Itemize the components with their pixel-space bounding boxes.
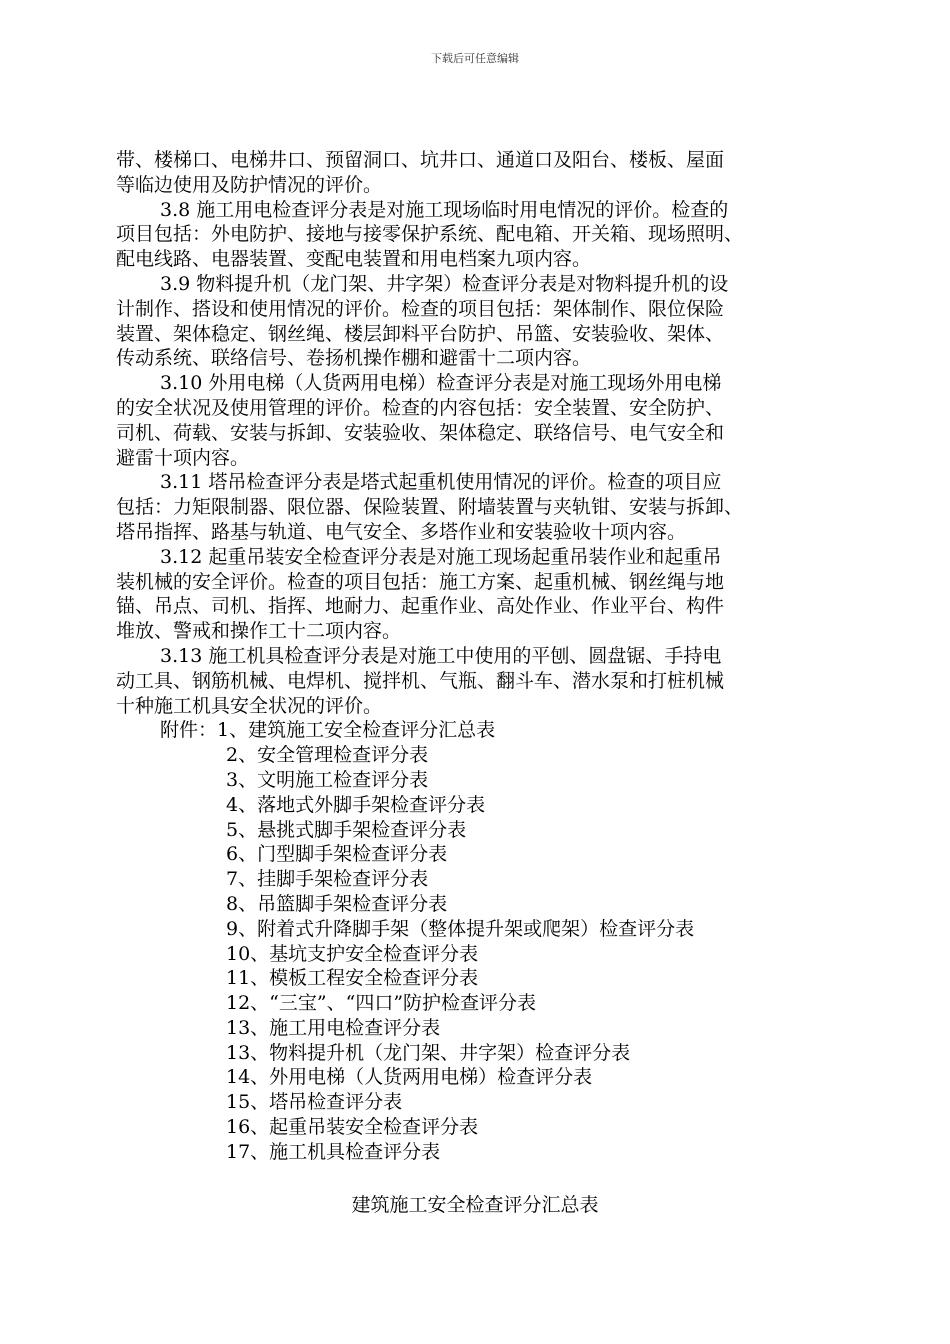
text-line: 避雷十项内容。	[116, 446, 250, 469]
paragraph-3-8	[116, 198, 856, 272]
attachment-row	[116, 718, 856, 743]
text-line: 塔吊指挥、路基与轨道、电气安全、多塔作业和安装验收十项内容。	[116, 520, 687, 543]
attachment-list	[116, 718, 856, 1164]
attachment-item: 5、悬挑式脚手架检查评分表	[226, 818, 467, 841]
attachment-item: 17、施工机具检查评分表	[226, 1140, 441, 1163]
paragraph-3-13	[116, 644, 856, 718]
text-line: 等临边使用及防护情况的评价。	[116, 173, 383, 196]
text-line: 3.8 施工用电检查评分表是对施工现场临时用电情况的评价。检查的	[160, 198, 729, 221]
attachment-item: 10、基坑支护安全检查评分表	[226, 942, 479, 965]
attachment-item: 9、附着式升降脚手架（整体提升架或爬架）检查评分表	[226, 917, 695, 940]
text-line: 3.10 外用电梯（人货两用电梯）检查评分表是对施工现场外用电梯	[160, 372, 722, 395]
paragraph-3-9	[116, 272, 856, 371]
text-line: 装机械的安全评价。检查的项目包括：施工方案、起重机械、钢丝绳与地	[116, 570, 725, 593]
attachment-item: 13、物料提升机（龙门架、井字架）检查评分表	[226, 1041, 631, 1064]
text-line: 3.12 起重吊装安全检查评分表是对施工现场起重吊装作业和起重吊	[160, 545, 722, 568]
text-line: 配电线路、电器装置、变配电装置和用电档案九项内容。	[116, 248, 592, 271]
paragraph-3-10	[116, 371, 856, 470]
text-line: 动工具、钢筋机械、电焊机、搅拌机、气瓶、翻斗车、潜水泵和打桩机械	[116, 669, 725, 692]
text-line: 十种施工机具安全状况的评价。	[116, 694, 383, 717]
attachment-item: 8、吊篮脚手架检查评分表	[226, 892, 448, 915]
page-header: 下载后可任意编辑	[431, 52, 519, 65]
text-line: 司机、荷载、安装与拆卸、安装验收、架体稳定、联络信号、电气安全和	[116, 421, 725, 444]
text-line: 传动系统、联络信号、卷扬机操作棚和避雷十二项内容。	[116, 347, 592, 370]
attachment-item: 13、施工用电检查评分表	[226, 1016, 441, 1039]
attachment-item: 4、落地式外脚手架检查评分表	[226, 793, 486, 816]
text-line: 堆放、警戒和操作工十二项内容。	[116, 620, 402, 643]
attachment-item: 15、塔吊检查评分表	[226, 1091, 403, 1114]
text-line: 计制作、搭设和使用情况的评价。检查的项目包括：架体制作、限位保险	[116, 297, 725, 320]
attachment-item: 6、门型脚手架检查评分表	[226, 843, 448, 866]
text-line: 包括：力矩限制器、限位器、保险装置、附墙装置与夹轨钳、安装与拆卸、	[116, 496, 744, 519]
text-line: 的安全状况及使用管理的评价。检查的内容包括：安全装置、安全防护、	[116, 396, 725, 419]
text-line: 3.13 施工机具检查评分表是对施工中使用的平刨、圆盘锯、手持电	[160, 644, 722, 667]
paragraph-3-12	[116, 545, 856, 644]
summary-table-title: 建筑施工安全检查评分汇总表	[351, 1194, 599, 1216]
text-line: 项目包括：外电防护、接地与接零保护系统、配电箱、开关箱、现场照明、	[116, 223, 744, 246]
attachment-label: 附件：	[160, 719, 218, 742]
paragraph-3-11	[116, 470, 856, 544]
attachment-item: 2、安全管理检查评分表	[226, 744, 429, 767]
text-line: 带、楼梯口、电梯井口、预留洞口、坑井口、通道口及阳台、楼板、屋面	[116, 149, 725, 171]
text-line: 装置、架体稳定、钢丝绳、楼层卸料平台防护、吊篮、安装验收、架体、	[116, 322, 725, 345]
attachment-item: 11、模板工程安全检查评分表	[226, 967, 479, 990]
paragraph-guardrail-continuation	[116, 148, 856, 198]
attachment-item: 1、建筑施工安全检查评分汇总表	[217, 719, 496, 742]
attachment-item: 16、起重吊装安全检查评分表	[226, 1116, 479, 1139]
attachment-item: 12、“三宝”、“四口”防护检查评分表	[226, 992, 537, 1015]
attachment-item: 3、文明施工检查评分表	[226, 768, 429, 791]
text-line: 3.9 物料提升机（龙门架、井字架）检查评分表是对物料提升机的设	[160, 272, 729, 295]
attachment-item: 14、外用电梯（人货两用电梯）检查评分表	[226, 1066, 593, 1089]
text-line: 锚、吊点、司机、指挥、地耐力、起重作业、高处作业、作业平台、构件	[116, 595, 725, 618]
document-body	[116, 148, 856, 1165]
text-line: 3.11 塔吊检查评分表是塔式起重机使用情况的评价。检查的项目应	[160, 471, 722, 494]
attachment-item: 7、挂脚手架检查评分表	[226, 868, 429, 891]
